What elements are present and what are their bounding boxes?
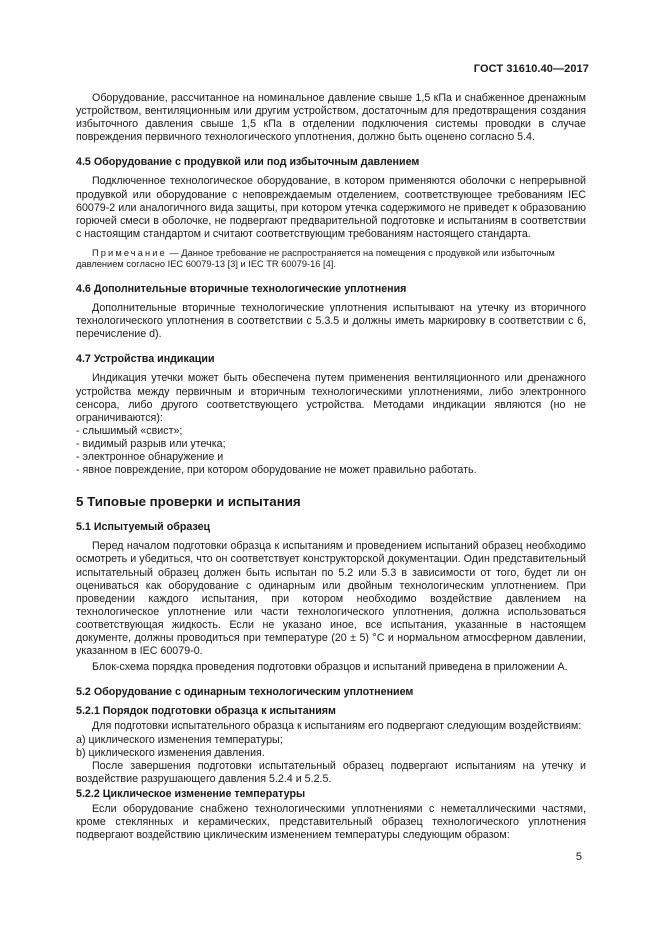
section-5-1-paragraph-2: Блок-схема порядка проведения подготовки образцов и испытаний приведена в приложении А. [92,661,568,674]
standard-header: ГОСТ 31610.40—2017 [473,63,589,75]
section-heading-4-6: 4.6 Дополнительные вторичные технологические уплотнения [76,282,407,295]
list-item: - электронное обнаружение и [76,450,224,463]
section-5-2-2-paragraph: Если оборудование снабжено технологическими уплотнениями с неметаллическими частями, кроме стеклянных и керамических, представительный образец технологического уплотнения подвергают воздействию циклическим изменением температуры следующим образом: [76,803,586,842]
indication-methods-list [76,425,586,477]
list-item: - слышимый «свист»; [76,424,183,437]
section-5-2-1-paragraph: Для подготовки испытательного образца к испытаниям его подвергают следующим воздействиям: [92,720,582,733]
section-5-2-1-paragraph-2: После завершения подготовки испытательный образец подвергают испытаниям на утечку и воздействие разрушающего давления 5.2.4 и 5.2.5. [76,759,586,785]
page-number: 5 [575,851,582,863]
note-text: — Данное требование не распространяется на помещения с продувкой или избыточным давлением согласно IEC 60079-13 [3] и IEC TR 60079-16 [4]. [76,247,555,270]
list-item: - явное повреждение, при котором оборудование не может правильно работать. [76,464,477,477]
intro-paragraph: Оборудование, рассчитанное на номинальное давление свыше 1,5 кПа и снабженное дренажным устройством, вентиляционным или другим устройством, достаточным для предотвращения создания избыточного давления свыше 1,5 кПа в отделении подключения системы проводки в случае повреждения первичного технологического уплотнения, должно быть оценено согласно 5.4. [76,92,586,144]
section-heading-4-5: 4.5 Оборудование с продувкой или под избыточным давлением [76,156,420,169]
section-4-5-note [76,248,586,271]
preparation-list [76,734,586,760]
section-heading-5-1: 5.1 Испытуемый образец [76,521,211,534]
list-item: - видимый разрыв или утечка; [76,437,226,450]
section-4-5-paragraph: Подключенное технологическое оборудование, в котором применяются оболочки с непрерывной продувкой или оборудование с неповреждаемым отделением, соответствующее требованиям IEC 60079-2 или аналогичного вида защиты, при котором утечка содержимого не приведет к образованию горючей смеси в оболочке, не подвергают предварительной подготовке и испытаниям в соответствии с настоящим стандартом и считают соответствующим требованиям настоящего стандарта. [76,175,586,240]
section-5-1-paragraph: Перед началом подготовки образца к испытаниям и проведением испытаний образец необходимо осмотреть и убедиться, что он соответствует конструкторской документации. Один представительный испытательный образец должен быть испытан по 5.2 или 5.3 в зависимости от того, будет ли он оцениваться как оборудование с одинарным или двойным технологическим уплотнением. При проведении каждого испытания, при котором необходимо воздействие давлением на технологическое уплотнение или части технологического уплотнения, должна использоваться соответствующая жидкость. Если не указано иное, все испытания, указанные в настоящем документе, должны проводиться при температуре (20 ± 5) °С и нормальном атмосферном давлении, указанном в IEC 60079-0. [76,540,586,658]
section-heading-5-2-1: 5.2.1 Порядок подготовки образца к испытаниям [76,705,336,718]
section-heading-5-2: 5.2 Оборудование с одинарным технологическим уплотнением [76,686,414,699]
list-item: b) циклического изменения давления. [76,746,265,759]
section-4-7-paragraph: Индикация утечки может быть обеспечена путем применения вентиляционного или дренажного устройства между первичным и вторичным технологическими уплотнениями, либо электронного сенсора, либо другого соответствующего устройства. Методами индикации являются (но не ограничиваются): [76,372,586,424]
page-content [76,92,586,842]
list-item: a) циклического изменения температуры; [76,733,283,746]
section-heading-5: 5 Типовые проверки и испытания [76,494,301,510]
section-heading-4-7: 4.7 Устройства индикации [76,353,215,366]
note-label: Примечание [92,247,167,258]
section-4-6-paragraph: Дополнительные вторичные технологические уплотнения испытывают на утечку из вторичного технологического уплотнения в соответствии с 5.3.5 и должны иметь маркировку в соответствии с 6, перечисление d). [76,302,586,341]
section-heading-5-2-2: 5.2.2 Циклическое изменение температуры [76,787,306,800]
